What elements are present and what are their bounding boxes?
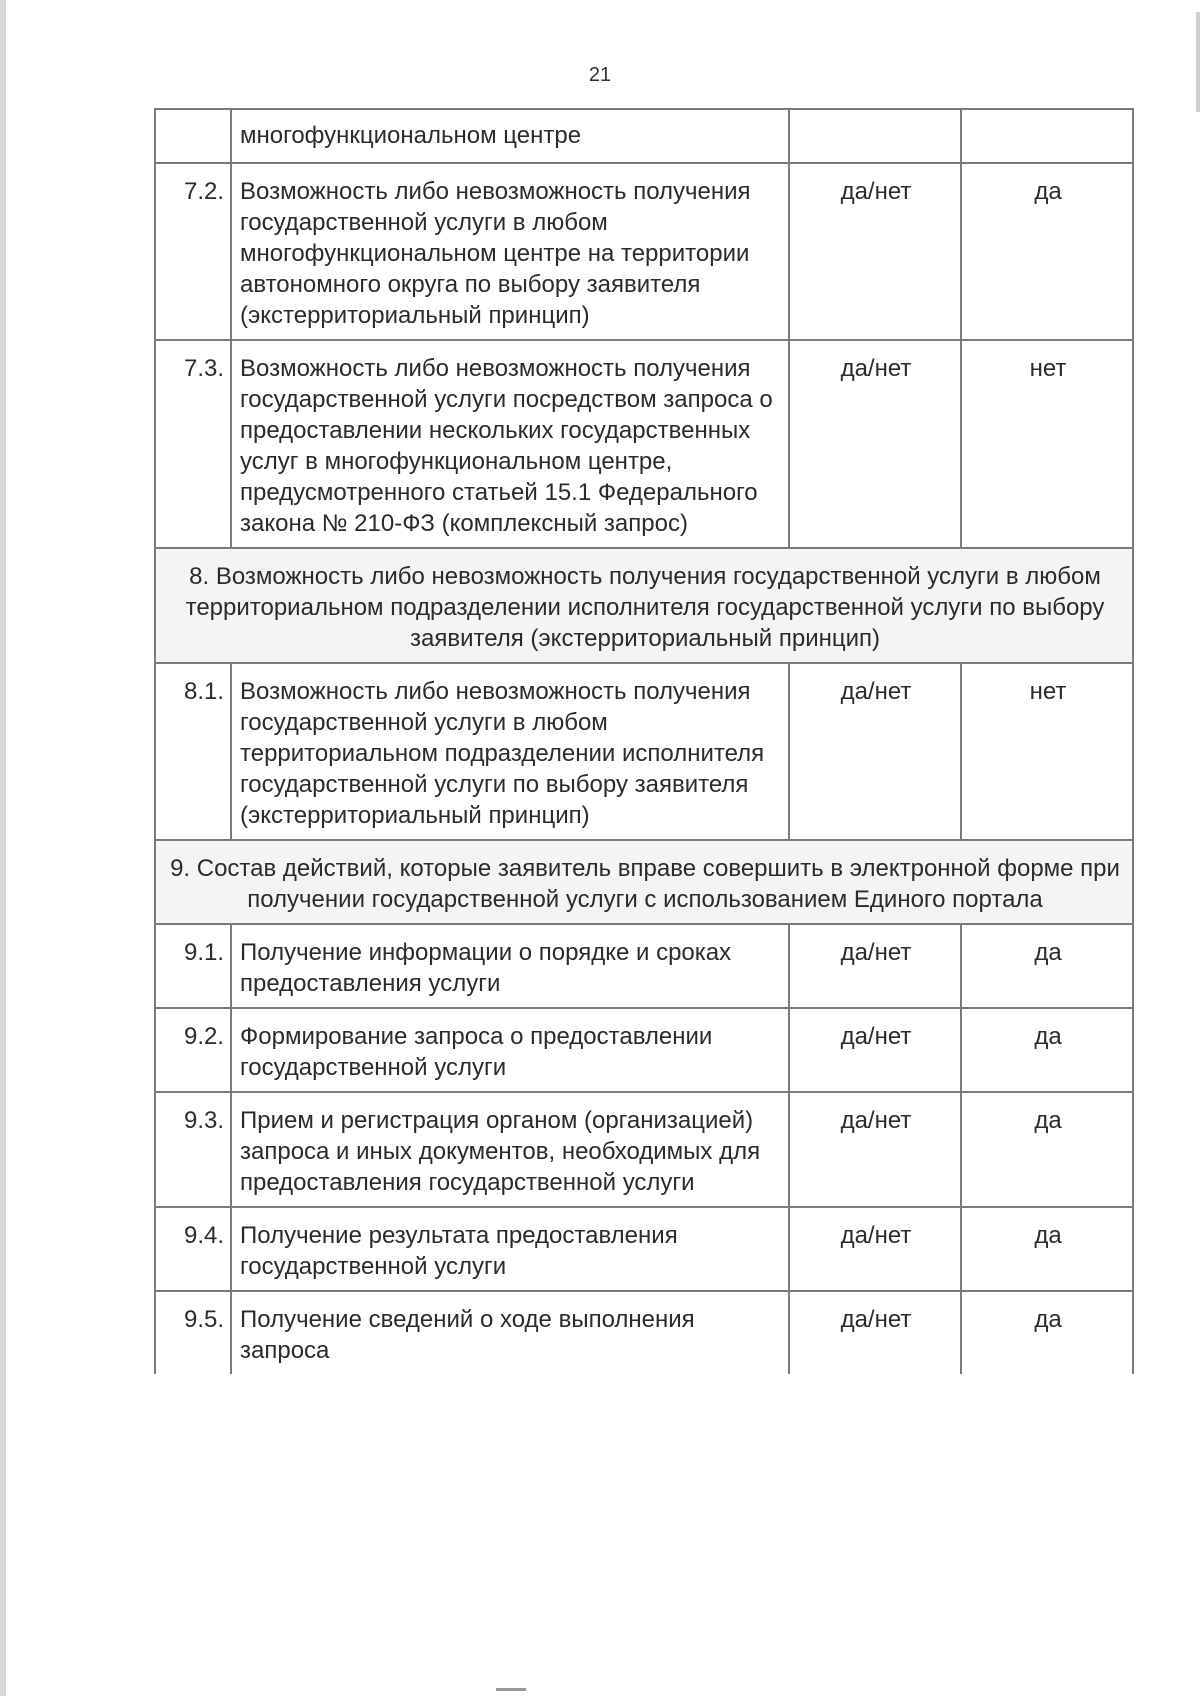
row-value: нет [961, 663, 1133, 840]
table-row [155, 1092, 1133, 1207]
row-number: 9.2. [155, 1008, 231, 1092]
page-footer-mark [496, 1688, 526, 1691]
row-number: 9.1. [155, 924, 231, 1008]
row-value: да [961, 1092, 1133, 1207]
table-row [155, 109, 1133, 163]
row-description: Возможность либо невозможность получения государственной услуги посредством запроса о предоставлении нескольких государственных услуг в многофункциональном центре, предусмотренного статьей 15.1 Федерального закона № 210-ФЗ (комплексный запрос) [231, 340, 789, 548]
page-number: 21 [588, 64, 612, 86]
section-heading-9: 9. Состав действий, которые заявитель вправе совершить в электронной форме при получении государственной услуги с использованием Единого портала [155, 840, 1133, 924]
row-number: 9.5. [155, 1291, 231, 1374]
table-row [155, 663, 1133, 840]
section-row [155, 548, 1133, 663]
row-number: 9.4. [155, 1207, 231, 1291]
service-parameters-table [154, 108, 1134, 1374]
section-row [155, 840, 1133, 924]
row-value: да [961, 163, 1133, 340]
row-value: нет [961, 340, 1133, 548]
row-value: да [961, 1207, 1133, 1291]
row-description: Получение результата предоставления государственной услуги [231, 1207, 789, 1291]
table-row [155, 1008, 1133, 1092]
row-description: Получение сведений о ходе выполнения запроса [231, 1291, 789, 1374]
table-row [155, 1207, 1133, 1291]
row-number [155, 109, 231, 163]
row-options: да/нет [789, 924, 961, 1008]
section-heading-8: 8. Возможность либо невозможность получения государственной услуги в любом территориальном подразделении исполнителя государственной услуги по выбору заявителя (экстерриториальный принцип) [155, 548, 1133, 663]
row-description: многофункциональном центре [231, 109, 789, 163]
row-value [961, 109, 1133, 163]
row-description: Формирование запроса о предоставлении государственной услуги [231, 1008, 789, 1092]
row-options: да/нет [789, 1291, 961, 1374]
page-left-edge [0, 0, 6, 1696]
row-number: 7.2. [155, 163, 231, 340]
table-row [155, 1291, 1133, 1374]
row-description: Прием и регистрация органом (организацией) запроса и иных документов, необходимых для предоставления государственной услуги [231, 1092, 789, 1207]
row-options: да/нет [789, 340, 961, 548]
row-value: да [961, 1008, 1133, 1092]
row-options: да/нет [789, 1092, 961, 1207]
row-options: да/нет [789, 163, 961, 340]
row-options: да/нет [789, 1008, 961, 1092]
table-row [155, 163, 1133, 340]
row-description: Возможность либо невозможность получения государственной услуги в любом территориальном подразделении исполнителя государственной услуги по выбору заявителя (экстерриториальный принцип) [231, 663, 789, 840]
row-description: Получение информации о порядке и сроках предоставления услуги [231, 924, 789, 1008]
table-row [155, 924, 1133, 1008]
row-description: Возможность либо невозможность получения государственной услуги в любом многофункциональном центре на территории автономного округа по выбору заявителя (экстерриториальный принцип) [231, 163, 789, 340]
row-value: да [961, 924, 1133, 1008]
row-number: 9.3. [155, 1092, 231, 1207]
row-options [789, 109, 961, 163]
row-options: да/нет [789, 663, 961, 840]
page-right-edge [1196, 12, 1200, 112]
table-row [155, 340, 1133, 548]
row-number: 8.1. [155, 663, 231, 840]
row-options: да/нет [789, 1207, 961, 1291]
row-number: 7.3. [155, 340, 231, 548]
row-value: да [961, 1291, 1133, 1374]
